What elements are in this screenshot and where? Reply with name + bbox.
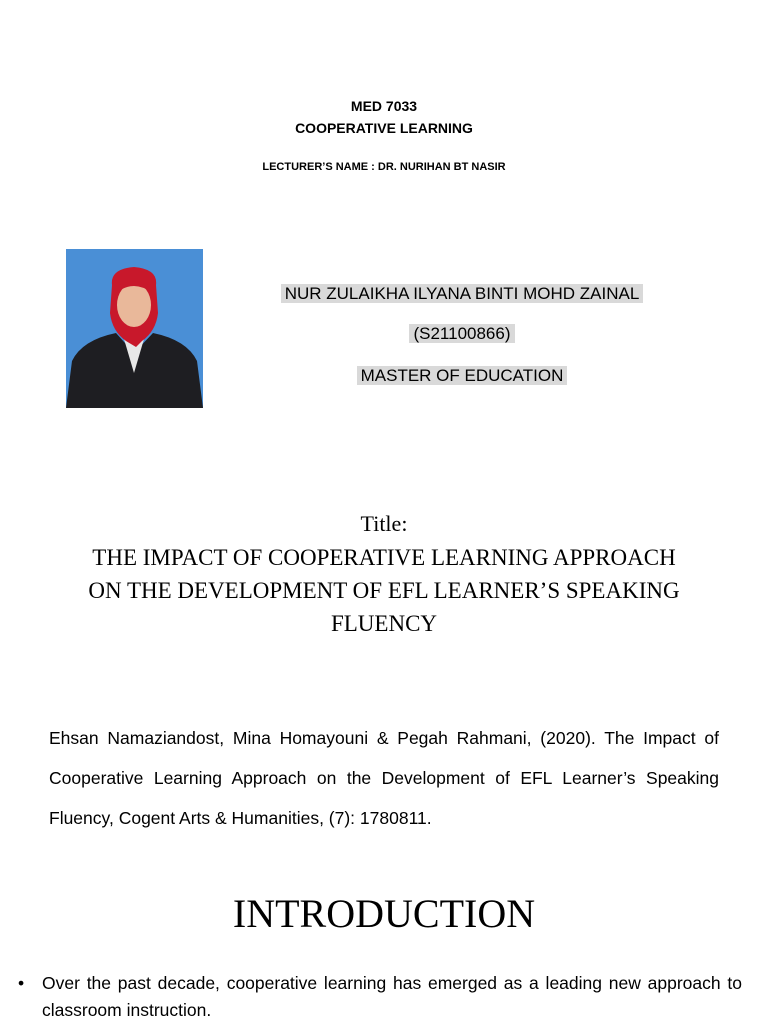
course-code: MED 7033	[350, 98, 418, 114]
student-name: NUR ZULAIKHA ILYANA BINTI MOHD ZAINAL	[220, 284, 704, 304]
student-portrait-image	[66, 249, 203, 408]
student-photo	[66, 249, 203, 408]
student-id: (S21100866)	[220, 324, 704, 344]
bullet-icon: •	[18, 973, 25, 993]
student-program: MASTER OF EDUCATION	[220, 366, 704, 386]
course-name: COOPERATIVE LEARNING	[295, 120, 473, 136]
reference-citation: Ehsan Namaziandost, Mina Homayouni & Pegah Rahmani, (2020). The Impact of Cooperative Learning Approach on the Development of EFL Learner’s Speaking Fluency, Cogent Arts & Humanities, (7): 1780811.	[49, 728, 719, 828]
introduction-heading: INTRODUCTION	[232, 891, 536, 936]
introduction-bullet-list	[18, 970, 742, 1024]
bullet-text: Over the past decade, cooperative learning has emerged as a leading new approach to classroom instruction.	[42, 973, 742, 1020]
list-item	[18, 970, 742, 1024]
lecturer-name: LECTURER’S NAME : DR. NURIHAN BT NASIR	[262, 161, 506, 173]
paper-title: THE IMPACT OF COOPERATIVE LEARNING APPROACH ON THE DEVELOPMENT OF EFL LEARNER’S SPEAKING FLUENCY	[88, 545, 680, 636]
title-label: Title:	[360, 511, 408, 536]
